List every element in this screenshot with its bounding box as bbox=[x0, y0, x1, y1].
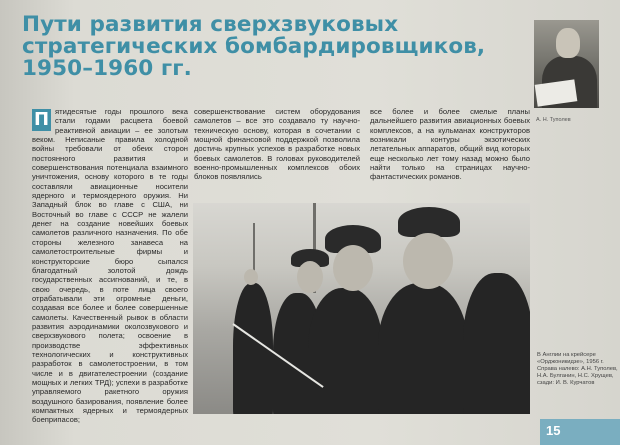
column-3-text: все более и более смелые планы дальнейшего развития авиационных боевых комплексов, а на кульманах конструкторов возникали контуры экзотических летательных аппаратов, общий вид которых еще несколько лет тому назад можно было найти только на страницах научно-фантастических романов. bbox=[370, 107, 530, 182]
column-2-text: совершенствование систем оборудования самолетов – все это создавало ту научно-техническую основу, которая в сочетании с мощной финансовой поддержкой позволила достичь крупных успехов в разработке новых боевых самолетов. В головах руководителей военно-промышленных комплексов обоих блоков появлялись bbox=[194, 107, 360, 182]
column-1-text: ятидесятые годы прошлого века стали годами расцвета боевой реактивной авиации – ее золотым веком. Неписаные правила холодной войны требовали от обеих сторон постоянного развития и совершенствования потенциала взаимного уничтожения, основу которого в те годы составляли авиационные носители ядерного и термоядерного оружия. Ни Западный блок во главе с США, ни Восточный во главе с СССР не жалели денег на создание новейших боевых самолетов различного назначения. По обе стороны железного занавеса на самолетостроительные фирмы и конструкторские бюро сыпался благодатный золотой дождь государственных ассигнований, и те, в свою очередь, в поте лица своего отрабатывали эти огромные деньги, создавая все более и более совершенные самолеты. Качественный рывок в области развития аэродинамики околозвукового и сверхзвукового полета; освоение в производстве эффективных технологических и конструктивных разработок в самолетостроении, в том числе и в двигателестроении (создание мощных и легких ТРД); успехи в разработке управляемого ракетного оружия воздушного базирования, появление более компактных ядерных и термоядерных боеприпасов; bbox=[32, 107, 188, 425]
article-title bbox=[22, 14, 502, 80]
photo-face bbox=[244, 269, 258, 285]
photo-caption: В Англии на крейсере «Орджоникидзе», 1956 г. Справа налево: А.Н. Туполев, Н.А. Булганин, Н.С. Хрущев, сзади: И. В. Курчатов bbox=[537, 352, 618, 386]
title-line-3: 1950–1960 гг. bbox=[22, 56, 192, 81]
title-line-2: стратегических бомбардировщиков, bbox=[22, 34, 486, 59]
portrait-caption: А. Н. Туполев bbox=[536, 117, 571, 123]
photo-figure bbox=[463, 273, 530, 414]
title-line-1: Пути развития сверхзвуковых bbox=[22, 12, 399, 37]
portrait-photo bbox=[534, 20, 599, 108]
text-column-3 bbox=[370, 107, 530, 182]
portrait-head-shape bbox=[556, 28, 580, 58]
drop-cap: П bbox=[33, 109, 50, 130]
photo-figure bbox=[308, 288, 383, 414]
photo-figure bbox=[378, 283, 468, 414]
text-column-2 bbox=[194, 107, 360, 182]
photo-face bbox=[297, 261, 323, 293]
photo-face bbox=[333, 245, 373, 291]
historical-photo bbox=[193, 203, 530, 414]
photo-face bbox=[403, 233, 453, 289]
text-column-1 bbox=[32, 107, 188, 425]
page-number: 15 bbox=[540, 419, 620, 445]
